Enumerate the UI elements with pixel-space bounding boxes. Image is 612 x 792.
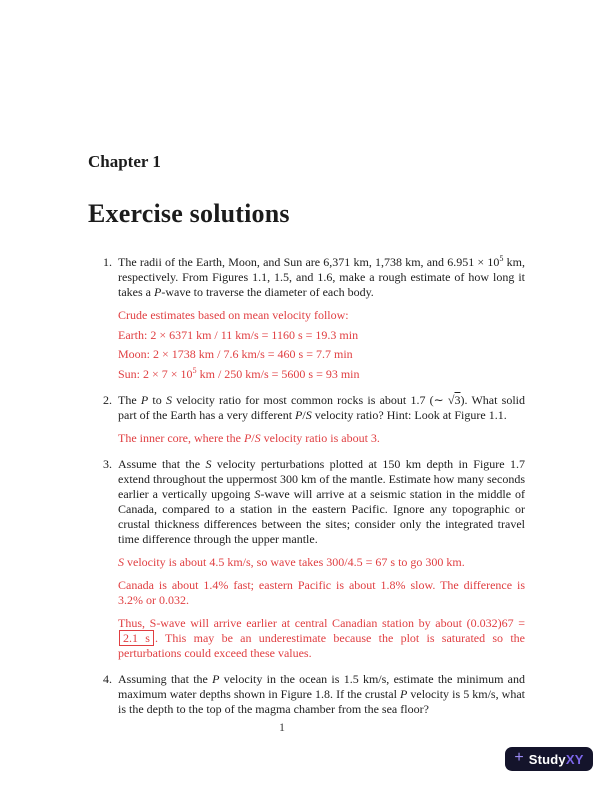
chapter-label: Chapter 1: [88, 152, 161, 171]
problem-1-question: [103, 254, 525, 300]
problem-3-answer-line-3: Thus, S-wave will arrive earlier at central Canadian station by about (0.032)67 = 2.1 s . This may be an underestimate because the plot is saturated so the perturbations could exceed these values.: [118, 615, 525, 660]
problem-2-answer-line-1: The inner core, where the P/S velocity ratio is about 3.: [118, 430, 380, 445]
problem-list: [88, 255, 525, 717]
problem-2-question: [103, 392, 526, 423]
problem-3-number: 3.: [103, 456, 112, 471]
problem-3-answer-line-1: S velocity is about 4.5 km/s, so wave takes 300/4.5 = 67 s to go 300 km.: [118, 554, 465, 569]
problem-4-number: 4.: [103, 671, 112, 686]
problem-4-question: [103, 671, 525, 717]
page-number: 1: [279, 720, 285, 734]
problem-2-number: 2.: [103, 392, 112, 407]
problem-1-answer-line-4: Sun: $2 \times 7 \times 10^5$ km / 250 km/s = 5600 s = 93 min: [118, 365, 360, 381]
problem-1-question-text: The radii of the Earth, Moon, and Sun are 6,371 km, 1,738 km, and $6.951 \times 10^5$ km, respectively. From Figures 1.1, 1.5, and 1.6, make a rough estimate of how long it takes a P-wave to traverse the diameter of each body.: [118, 254, 525, 299]
problem-1-answer-line-3: Moon: 2 × 1738 km / 7.6 km/s = 460 s = 7.7 min: [118, 347, 353, 361]
studyxy-watermark: [505, 747, 593, 771]
page-content: [88, 152, 525, 717]
problem-4: [88, 672, 525, 717]
problem-3-question-text: Assume that the S velocity perturbations plotted at 150 km depth in Figure 1.7 extend throughout the uppermost 300 km of the mantle. Estimate how many seconds earlier a vertically upgoing S-wave will arrive at a seismic station in the middle of Canada, compared to a station in the eastern Pacific. Ignore any topographic or crustal thickness differences between the sites; consider only the integrated travel time difference through the upper mantle.: [118, 456, 525, 546]
problem-1-number: 1.: [103, 255, 112, 269]
page-title: Exercise solutions: [88, 199, 290, 228]
problem-3-answer-line-2: Canada is about 1.4% fast; eastern Pacific is about 1.8% slow. The difference is 3.2% or 0.032.: [118, 577, 525, 607]
problem-3-question: [103, 456, 525, 547]
problem-4-question-text: Assuming that the P velocity in the ocean is 1.5 km/s, estimate the minimum and maximum water depths shown in Figure 1.8. If the crustal P velocity is 5 km/s, what is the depth to the top of the magma chamber from the sea floor?: [118, 671, 525, 716]
brand-study-label: [529, 752, 584, 767]
plus-icon: +: [514, 749, 524, 766]
brand-study: Study: [528, 751, 566, 767]
brand-xy: XY: [565, 751, 584, 767]
problem-1-answer-line-2: Earth: 2 × 6371 km / 11 km/s = 1160 s = 19.3 min: [118, 327, 359, 342]
problem-2: [88, 393, 525, 446]
problem-1-answer-line-1: Crude estimates based on mean velocity follow:: [118, 308, 349, 322]
problem-1: [88, 255, 525, 382]
problem-2-question-text: The P to S velocity ratio for most common rocks is about 1.7 (∼ √3). What solid part of the Earth has a very different P/S velocity ratio? Hint: Look at Figure 1.1.: [118, 392, 526, 422]
problem-3: [88, 457, 525, 661]
